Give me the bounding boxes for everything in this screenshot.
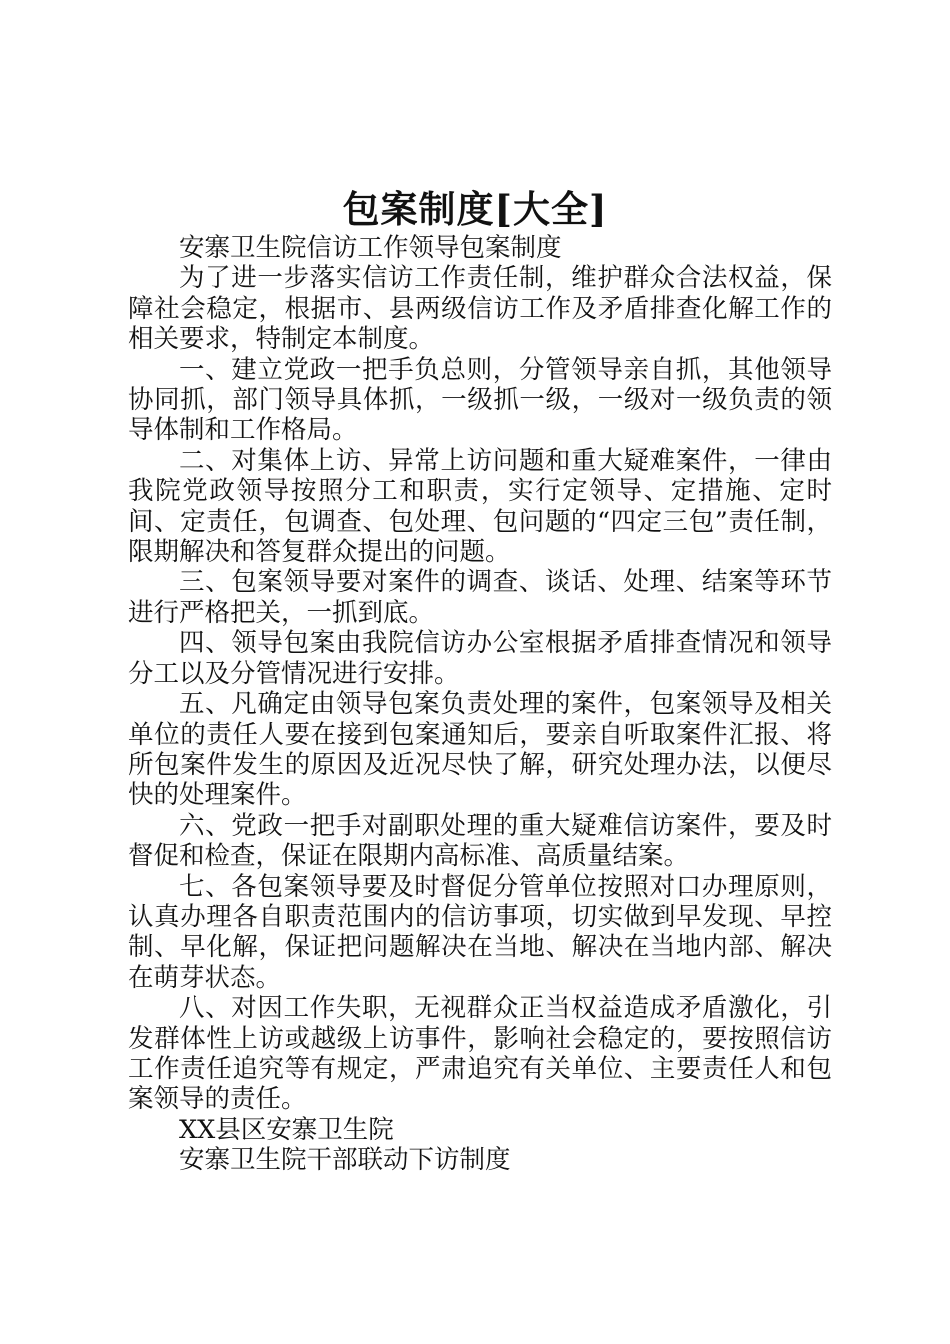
body-paragraph: 为了进一步落实信访工作责任制，维护群众合法权益，保障社会稳定，根据市、县两级信访工作及矛盾排查化解工作的相关要求，特制定本制度。: [128, 263, 832, 355]
organization-signature: XX县区安寨卫生院: [179, 1114, 394, 1145]
body-paragraph: 五、凡确定由领导包案负责处理的案件，包案领导及相关单位的责任人要在接到包案通知后，要亲自听取案件汇报、将所包案件发生的原因及近况尽快了解，研究处理办法，以便尽快的处理案件。: [128, 689, 832, 811]
body-paragraph: 七、各包案领导要及时督促分管单位按照对口办理原则，认真办理各自职责范围内的信访事项，切实做到早发现、早控制、早化解，保证把问题解决在当地、解决在当地内部、解决在萌芽状态。: [128, 871, 832, 993]
document-body: [128, 233, 832, 1176]
body-paragraph: 三、包案领导要对案件的调查、谈话、处理、结案等环节进行严格把关，一抓到底。: [128, 567, 832, 628]
body-paragraph: 四、领导包案由我院信访办公室根据矛盾排查情况和领导分工以及分管情况进行安排。: [128, 628, 832, 689]
body-paragraph: 一、建立党政一把手负总则，分管领导亲自抓，其他领导协同抓，部门领导具体抓，一级抓一级，一级对一级负责的领导体制和工作格局。: [128, 354, 832, 446]
document-title: 包案制度[大全]: [342, 187, 608, 231]
body-paragraph: 二、对集体上访、异常上访问题和重大疑难案件，一律由我院党政领导按照分工和职责，实行定领导、定措施、定时间、定责任，包调查、包处理、包问题的“四定三包”责任制，限期解决和答复群众提出的问题。: [128, 445, 832, 568]
body-paragraph: 六、党政一把手对副职处理的重大疑难信访案件，要及时督促和检查，保证在限期内高标准、高质量结案。: [128, 810, 832, 872]
section-heading: 安寨卫生院信访工作领导包案制度: [179, 233, 562, 263]
body-paragraph: 八、对因工作失职，无视群众正当权益造成矛盾激化，引发群体性上访或越级上访事件，影响社会稳定的，要按照信访工作责任追究等有规定，严肃追究有关单位、主要责任人和包案领导的责任。: [128, 993, 832, 1115]
section-heading: 安寨卫生院干部联动下访制度: [179, 1145, 511, 1176]
